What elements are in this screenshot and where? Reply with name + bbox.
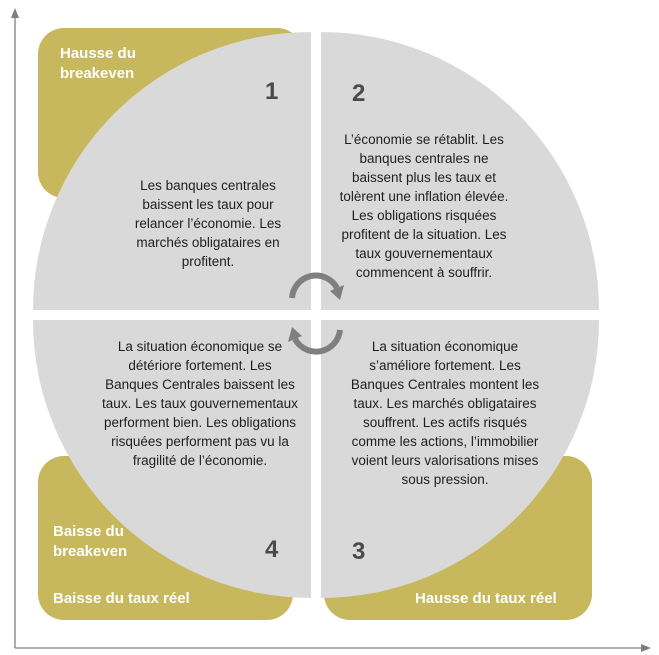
- quadrant-1-text: Les banques centrales baissent les taux pour relancer l’économie. Les marchés obligataires en profitent.: [134, 178, 282, 269]
- quadrant-3-text: La situation économique s’améliore fortement. Les Banques Centrales montent les taux. Les marchés obligataires souffrent. Les actifs risqués comme les actions, l’immobilier voient leurs valorisations mises sous pression.: [350, 339, 540, 487]
- quadrant-3-number: 3: [352, 538, 366, 565]
- quadrant-1-number: 1: [265, 78, 279, 105]
- corner-label-bottom-left-real-rate: Baisse du taux réel: [53, 590, 190, 607]
- corner-label-bottom-right: Hausse du taux réel: [415, 590, 557, 607]
- quadrant-2-number: 2: [352, 80, 366, 107]
- quadrant-2-text: L’économie se rétablit. Les banques centrales ne baissent plus les taux et tolèrent une inflation élevée. Les obligations risquées profitent de la situation. Les taux gouvernementaux commencent à souffrir.: [339, 132, 509, 280]
- corner-label-bottom-left-breakeven: Baisse du breakeven: [53, 523, 128, 560]
- quadrant-4-number: 4: [265, 536, 279, 563]
- corner-label-top-left: Hausse du breakeven: [60, 45, 136, 82]
- quadrant-4-text: La situation économique se détériore fortement. Les Banques Centrales baissent les taux. Les taux gouvernementaux performent bien. Les obligations risquées performent pas vu la fragilité de l’économie.: [102, 339, 298, 468]
